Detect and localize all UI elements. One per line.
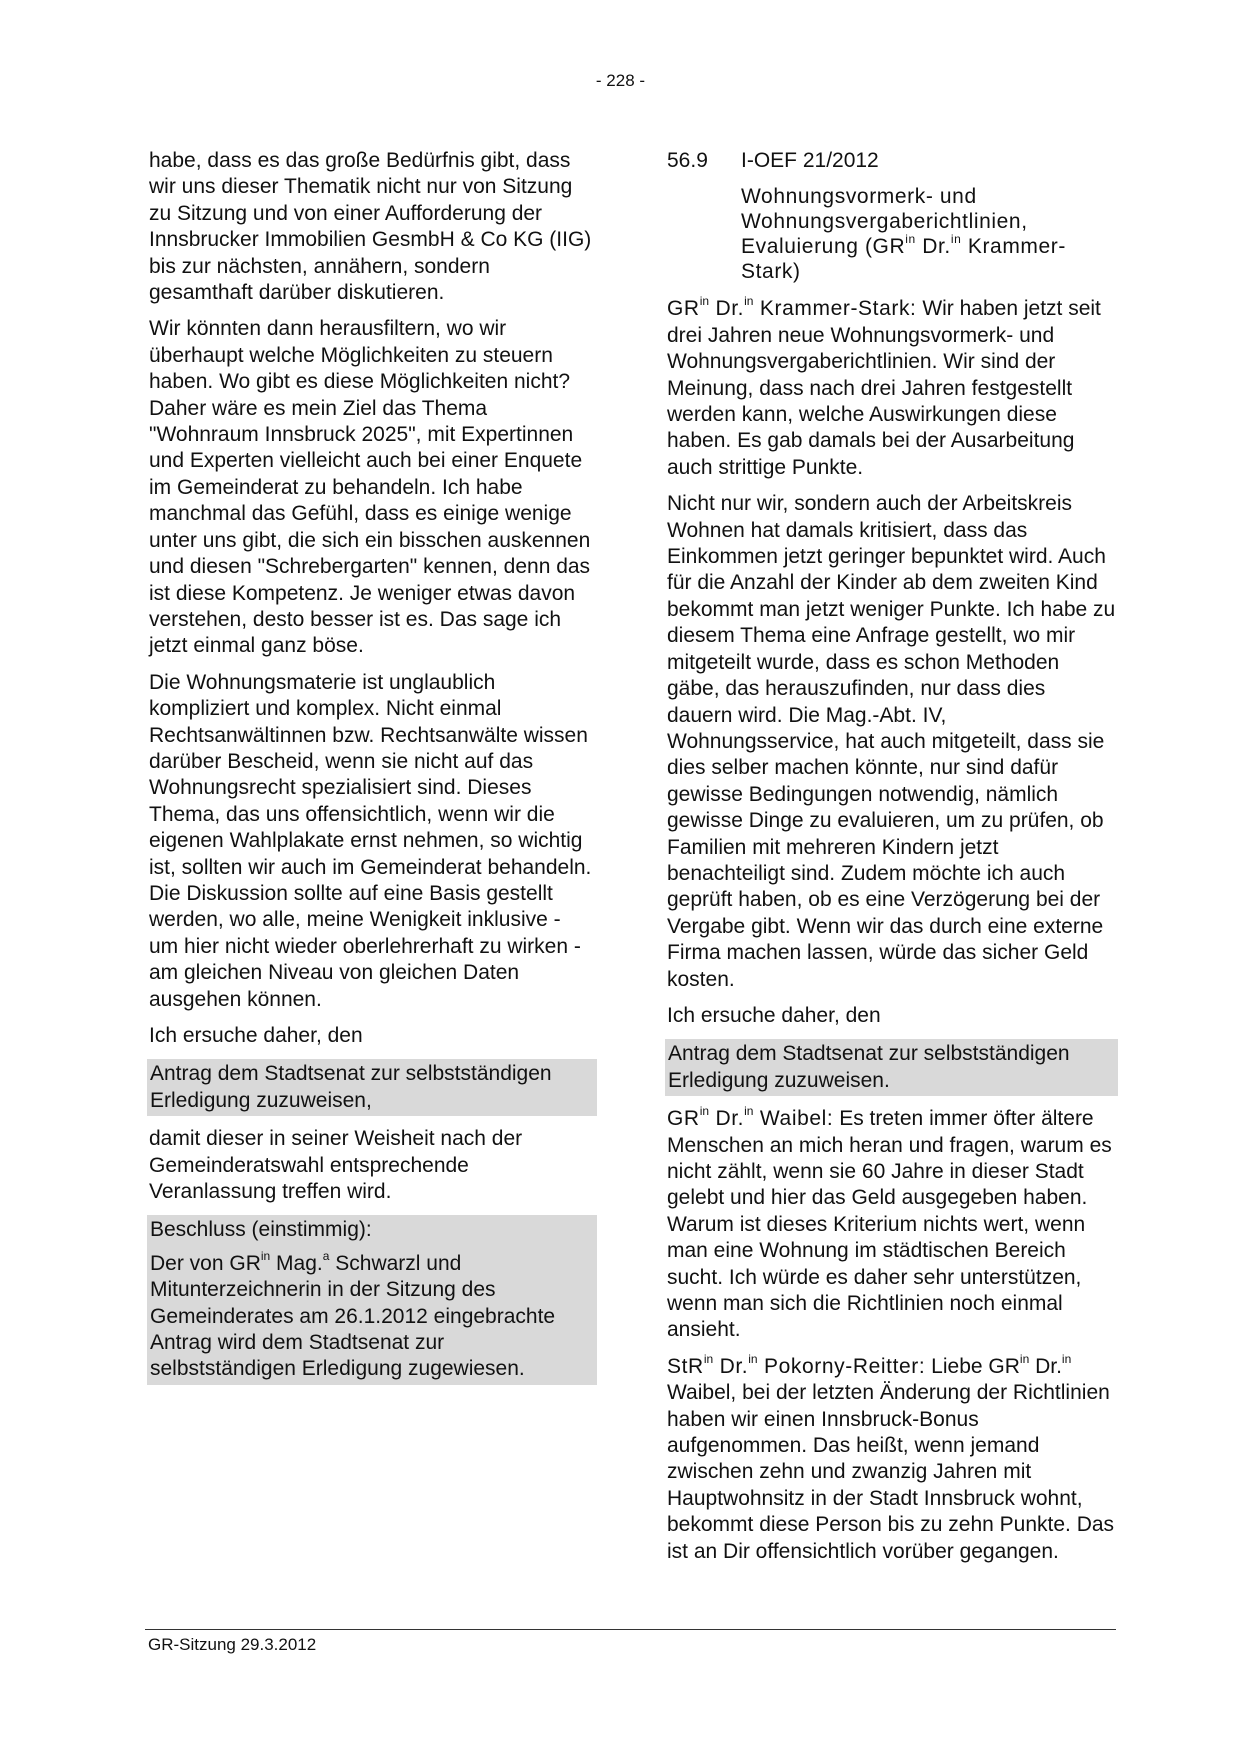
paragraph-4: Ich ersuche daher, den	[149, 1024, 363, 1047]
title-sup1: in	[905, 232, 916, 247]
agenda-item-header	[665, 148, 1118, 174]
speech-pokorny-reitter	[665, 1351, 1118, 1565]
paragraph-3: Die Wohnungsmaterie ist unglaublich kompliziert und komplex. Nicht einmal Rechtsanwältinnen bzw. Rechtsanwälte wissen darüber Bescheid, wenn sie nicht auf das Wohnungsrecht spezialisiert sind. Dieses Thema, das uns offensichtlich, wenn wir die eigenen Wahlplakate ernst nehmen, so wichtig ist, sollten wir auch im Gemeinderat behandeln. Die Diskussion sollte auf eine Basis gestellt werden, wo alle, meine Wenigkeit inklusive - um hier nicht wieder oberlehrerhaft zu wirken - am gleichen Niveau von gleichen Daten ausgehen können.	[149, 670, 592, 1011]
speech-sup3: in	[1019, 1351, 1030, 1366]
speech-text-a: Liebe GR	[925, 1354, 1020, 1378]
speech-waibel	[665, 1106, 1118, 1344]
speaker-name: Waibel:	[753, 1107, 834, 1131]
paragraph-1: habe, dass es das große Bedürfnis gibt, dass wir uns dieser Thematik nicht nur von Sitzung zu Sitzung und von einer Aufforderung der Innsbrucker Immobilien GesmbH & Co KG (IIG) bis zur nächsten, annähern, sondern gesamthaft darüber diskutieren.	[149, 149, 592, 305]
speech-text-b: Dr.	[1029, 1354, 1062, 1378]
paragraph-right-3: Ich ersuche daher, den	[667, 1003, 881, 1027]
speech-text: Wir haben jetzt seit drei Jahren neue Wohnungsvormerk- und Wohnungsvergaberichtlinien. Wir sind der Meinung, dass nach drei Jahren festgestellt werden kann, welche Auswirkungen diese haben. Es gab damals bei der Ausarbeitung auch strittige Punkte.	[667, 297, 1101, 479]
page-number: - 228 -	[595, 71, 646, 90]
resolution-text	[147, 1247, 597, 1385]
footer-divider	[145, 1629, 1116, 1630]
speaker-name: Pokorny-Reitter:	[757, 1354, 926, 1378]
title-dr: Dr.	[915, 235, 951, 259]
right-column	[665, 148, 1118, 1575]
paragraph-2: Wir könnten dann herausfiltern, wo wir überhaupt welche Möglichkeiten zu steuern haben. Wo gibt es diese Möglichkeiten nicht? Daher wäre es mein Ziel das Thema "Wohnraum Innsbruck 2025", mit Expertinnen und Experten vielleicht auch bei einer Enquete im Gemeinderat zu behandeln. Ich habe manchmal das Gefühl, dass es einige wenige unter uns gibt, die sich ein bisschen auskennen und diesen "Schrebergarten" kennen, denn das ist diese Kompetenz. Je weniger etwas davon verstehen, desto besser ist es. Das sage ich jetzt einmal ganz böse.	[149, 317, 591, 658]
decision-sup-a: a	[322, 1248, 330, 1263]
decision-sup-in: in	[260, 1248, 271, 1263]
motion-box: Antrag dem Stadtsenat zur selbstständigen Erledigung zuzuweisen,	[147, 1059, 597, 1116]
speaker-name: Krammer-Stark:	[753, 297, 917, 321]
resolution-heading: Beschluss (einstimmig):	[147, 1215, 597, 1246]
speaker-dr: Dr.	[709, 297, 745, 321]
speech-text: Es treten immer öfter ältere Menschen an mich heran und fragen, warum es nicht zählt, wenn sie 60 Jahre in dieser Stadt gelebt und hier das Geld ausgegeben haben. Warum ist dieses Kriterium nichts wert, wenn man eine Wohnung im städtischen Bereich sucht. Ich würde es daher sehr unterstützen, wenn man sich die Richtlinien noch einmal ansieht.	[667, 1107, 1112, 1342]
speaker-gr: GR	[667, 297, 700, 321]
speaker-str: StR	[667, 1354, 704, 1378]
motion-box-right: Antrag dem Stadtsenat zur selbstständigen Erledigung zuzuweisen.	[665, 1039, 1118, 1096]
agenda-item-code: I-OEF 21/2012	[741, 149, 879, 172]
left-column	[147, 148, 597, 1395]
speaker-sup2: in	[744, 294, 754, 309]
paragraph-5: damit dieser in seiner Weisheit nach der Gemeinderatswahl entsprechende Veranlassung treffen wird.	[149, 1127, 523, 1204]
title-sup2: in	[950, 232, 962, 247]
agenda-item-number: 56.9	[667, 149, 708, 172]
decision-pre: Der von GR	[150, 1251, 261, 1275]
paragraph-right-2: Nicht nur wir, sondern auch der Arbeitskreis Wohnen hat damals kritisiert, dass das Einkommen jetzt geringer bepunktet wird. Auch für die Anzahl der Kinder ab dem zweiten Kind bekommt man jetzt weniger Punkte. Ich habe zu diesem Thema eine Anfrage gestellt, wo mir mitgeteilt wurde, dass es schon Methoden gäbe, das herauszufinden, nur dass dies dauern wird. Die Mag.-Abt. IV, Wohnungsservice, hat auch mitgeteilt, dass sie dies selber machen könnte, nur sind dafür gewisse Bedingungen notwendig, nämlich gewisse Dinge zu evaluieren, um zu prüfen, ob Familien mit mehreren Kindern jetzt benachteiligt sind. Zudem möchte ich auch geprüft haben, ob es eine Verzögerung bei der Vergabe gibt. Wenn wir das durch eine externe Firma machen lassen, würde das sicher Geld kosten.	[667, 492, 1116, 991]
speaker-sup2: in	[744, 1104, 754, 1119]
speech-text-c: Waibel, bei der letzten Änderung der Richtlinien haben wir einen Innsbruck-Bonus aufgenommen. Das heißt, wenn jemand zwischen zehn und zwanzig Jahren mit Hauptwohnsitz in der Stadt Innsbruck wohnt, bekommt diese Person bis zu zehn Punkte. Das ist an Dir offensichtlich vorüber gegangen.	[667, 1381, 1115, 1563]
speaker-dr: Dr.	[713, 1354, 749, 1378]
title-post: Krammer-Stark)	[741, 235, 1066, 284]
footer-session-date: GR-Sitzung 29.3.2012	[148, 1635, 317, 1654]
decision-post: Schwarzl und Mitunterzeichnerin in der Sitzung des Gemeinderates am 26.1.2012 eingebrachte Antrag wird dem Stadtsenat zur selbstständigen Erledigung zugewiesen.	[150, 1251, 556, 1381]
speaker-sup2: in	[748, 1351, 758, 1366]
decision-mag: Mag.	[270, 1251, 323, 1275]
title-pre: Wohnungsvormerk- und Wohnungsvergaberichtlinien, Evaluierung (GR	[741, 185, 1028, 259]
speech-krammer-stark	[665, 296, 1118, 481]
speaker-sup1: in	[699, 1104, 710, 1119]
speech-sup4: in	[1061, 1351, 1072, 1366]
speaker-gr: GR	[667, 1107, 700, 1131]
speaker-sup1: in	[703, 1351, 714, 1366]
speaker-dr: Dr.	[709, 1107, 745, 1131]
speaker-sup1: in	[699, 294, 710, 309]
agenda-item-title	[739, 184, 1118, 284]
